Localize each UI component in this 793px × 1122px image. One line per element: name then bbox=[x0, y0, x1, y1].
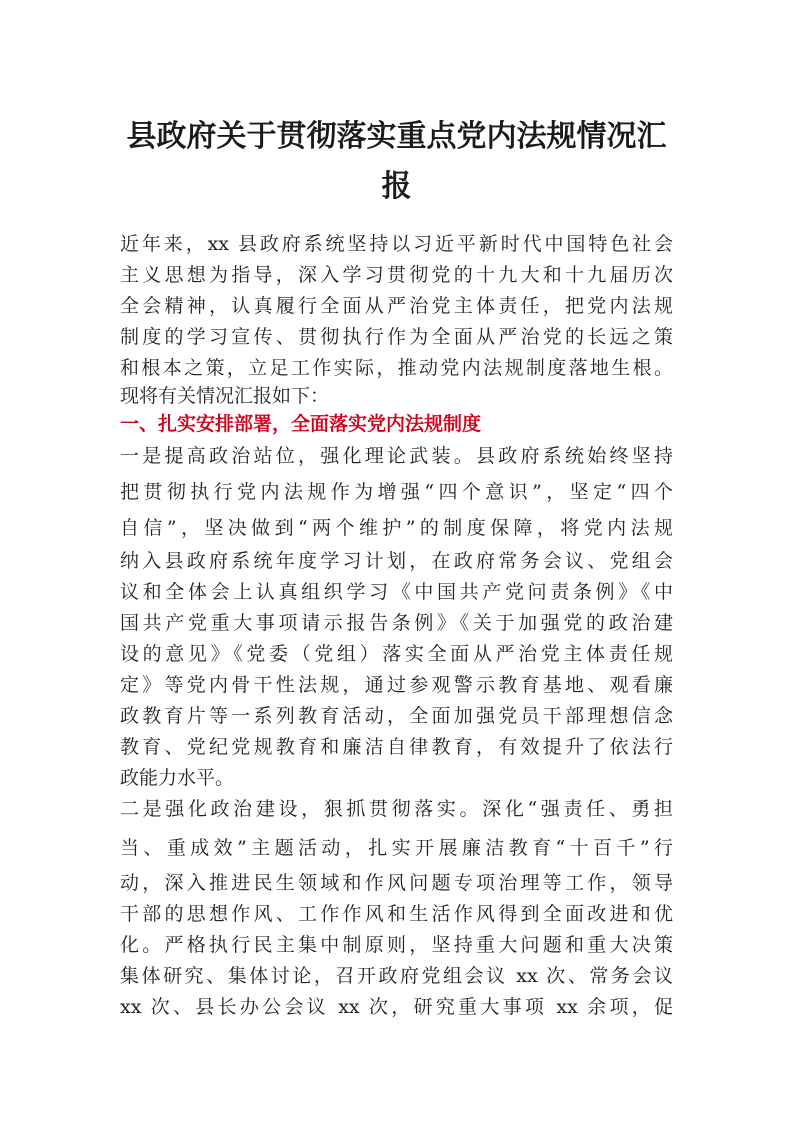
para1-line-8: 定》等党内骨干性法规，通过参观警示教育基地、观看廉 bbox=[120, 674, 673, 696]
para1-line-2: 把贯彻执行党内法规作为增强“四个意识”，坚定“四个 bbox=[120, 481, 673, 503]
intro-line-5: 和根本之策，立足工作实际，推动党内法规制度落地生根。 bbox=[120, 357, 673, 379]
para1-line-10: 教育、党纪党规教育和廉洁自律教育，有效提升了依法行 bbox=[120, 736, 673, 758]
para2-line-5: 化。严格执行民主集中制原则，坚持重大问题和重大决策 bbox=[120, 934, 673, 956]
para1-line-6: 国共产党重大事项请示报告条例》《关于加强党的政治建 bbox=[120, 612, 673, 634]
para2-line-1: 二是强化政治建设，狠抓贯彻落实。深化“强责任、勇担 bbox=[120, 798, 673, 820]
para1-line-5: 议和全体会上认真组织学习《中国共产党问责条例》《中 bbox=[120, 581, 673, 603]
intro-line-2: 主义思想为指导，深入学习贯彻党的十九大和十九届历次 bbox=[120, 264, 673, 286]
intro-line-6: 现将有关情况汇报如下： bbox=[120, 385, 330, 407]
para1-line-4: 纳入县政府系统年度学习计划，在政府常务会议、党组会 bbox=[120, 550, 673, 572]
para1-line-11: 政能力水平。 bbox=[120, 767, 235, 789]
para2-line-2: 当、重成效”主题活动，扎实开展廉洁教育“十百千”行 bbox=[120, 837, 673, 859]
para1-line-7: 设的意见》《党委（党组）落实全面从严治党主体责任规 bbox=[120, 643, 673, 665]
section-heading-1: 一、扎实安排部署，全面落实党内法规制度 bbox=[120, 413, 482, 435]
para1-line-1: 一是提高政治站位，强化理论武装。县政府系统始终坚持 bbox=[120, 445, 673, 467]
para2-line-7: xx 次、县长办公会议 xx 次，研究重大事项 xx 余项，促 bbox=[120, 996, 673, 1018]
intro-line-4: 制度的学习宣传、贯彻执行作为全面从严治党的长远之策 bbox=[120, 326, 673, 348]
intro-line-1: 近年来，xx 县政府系统坚持以习近平新时代中国特色社会 bbox=[120, 233, 673, 255]
title-line-2: 报 bbox=[381, 169, 412, 204]
para1-line-9: 政教育片等一系列教育活动，全面加强党员干部理想信念 bbox=[120, 705, 673, 727]
para2-line-4: 干部的思想作风、工作作风和生活作风得到全面改进和优 bbox=[120, 903, 673, 925]
para2-line-6: 集体研究、集体讨论，召开政府党组会议 xx 次、常务会议 bbox=[120, 965, 673, 987]
document-title bbox=[120, 112, 673, 212]
intro-line-3: 全会精神，认真履行全面从严治党主体责任，把党内法规 bbox=[120, 295, 673, 317]
title-line-1: 县政府关于贯彻落实重点党内法规情况汇 bbox=[126, 119, 667, 154]
para1-line-3: 自信”，坚决做到“两个维护”的制度保障，将党内法规 bbox=[120, 517, 673, 539]
para2-line-3: 动，深入推进民生领域和作风问题专项治理等工作，领导 bbox=[120, 872, 673, 894]
